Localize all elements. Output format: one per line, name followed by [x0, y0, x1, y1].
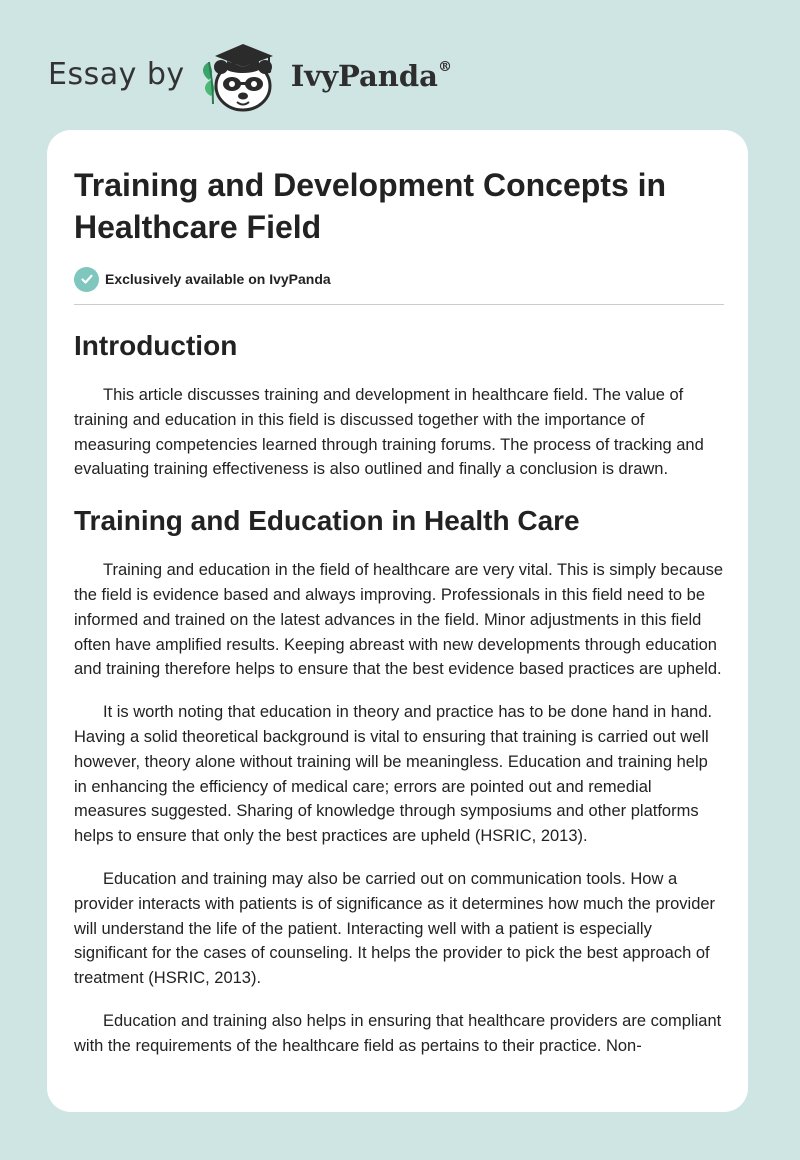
article-card	[47, 130, 748, 1112]
article-title: Training and Development Concepts in Healthcare Field	[74, 167, 667, 245]
paragraph: This article discusses training and development in healthcare field. The value of training and education in this field is discussed together with the importance of measuring competencies learned through training forums. The process of tracking and evaluating training effectiveness is also outlined and finally a conclusion is drawn.	[74, 386, 704, 479]
section-heading: Introduction	[74, 330, 238, 361]
exclusive-badge-label: Exclusively available on IvyPanda	[105, 271, 331, 287]
brand-name[interactable]: IvyPanda®	[290, 59, 452, 93]
essay-by-label: Essay by	[48, 56, 185, 92]
paragraph: Education and training also helps in ensuring that healthcare providers are compliant with the requirements of the healthcare field as pertains to their practice. Non-	[74, 1011, 722, 1055]
section-heading: Training and Education in Health Care	[74, 505, 580, 537]
paragraph: Education and training may also be carried out on communication tools. How a provider interacts with patients is of significance as it determines how much the provider will understand the life of the patient. Interacting well with a patient is especially significant for the cases of counseling. It helps the provider to pick the best approach of treatment (HSRIC, 2013).	[74, 869, 716, 988]
ivy-leaf-icon	[203, 62, 214, 104]
check-circle-icon	[74, 267, 99, 292]
title-divider	[74, 304, 724, 305]
paragraph: Training and education in the field of healthcare are very vital. This is simply because the field is evidence based and always improving. Professionals in this field need to be informed and trained on the latest advances in the field. Minor adjustments in this field often have amplified results. Keeping abreast with new developments through education and training therefore helps to ensure that the best evidence based practices are upheld.	[74, 561, 723, 679]
article-content	[74, 164, 724, 1059]
paragraph: It is worth noting that education in theory and practice has to be done hand in hand. Having a solid theoretical background is vital to ensuring that training is carried out well however, theory alone without training will be meaningless. Education and training help in enhancing the efficiency of medical care; errors are pointed out and remedial measures suggested. Sharing of knowledge through symposiums and other platforms helps to ensure that only the best practices are upheld (HSRIC, 2013).	[74, 703, 713, 846]
exclusive-badge	[74, 266, 724, 292]
site-header	[48, 34, 452, 114]
registered-mark: ®	[437, 59, 452, 76]
panda-logo-icon[interactable]	[195, 34, 287, 114]
